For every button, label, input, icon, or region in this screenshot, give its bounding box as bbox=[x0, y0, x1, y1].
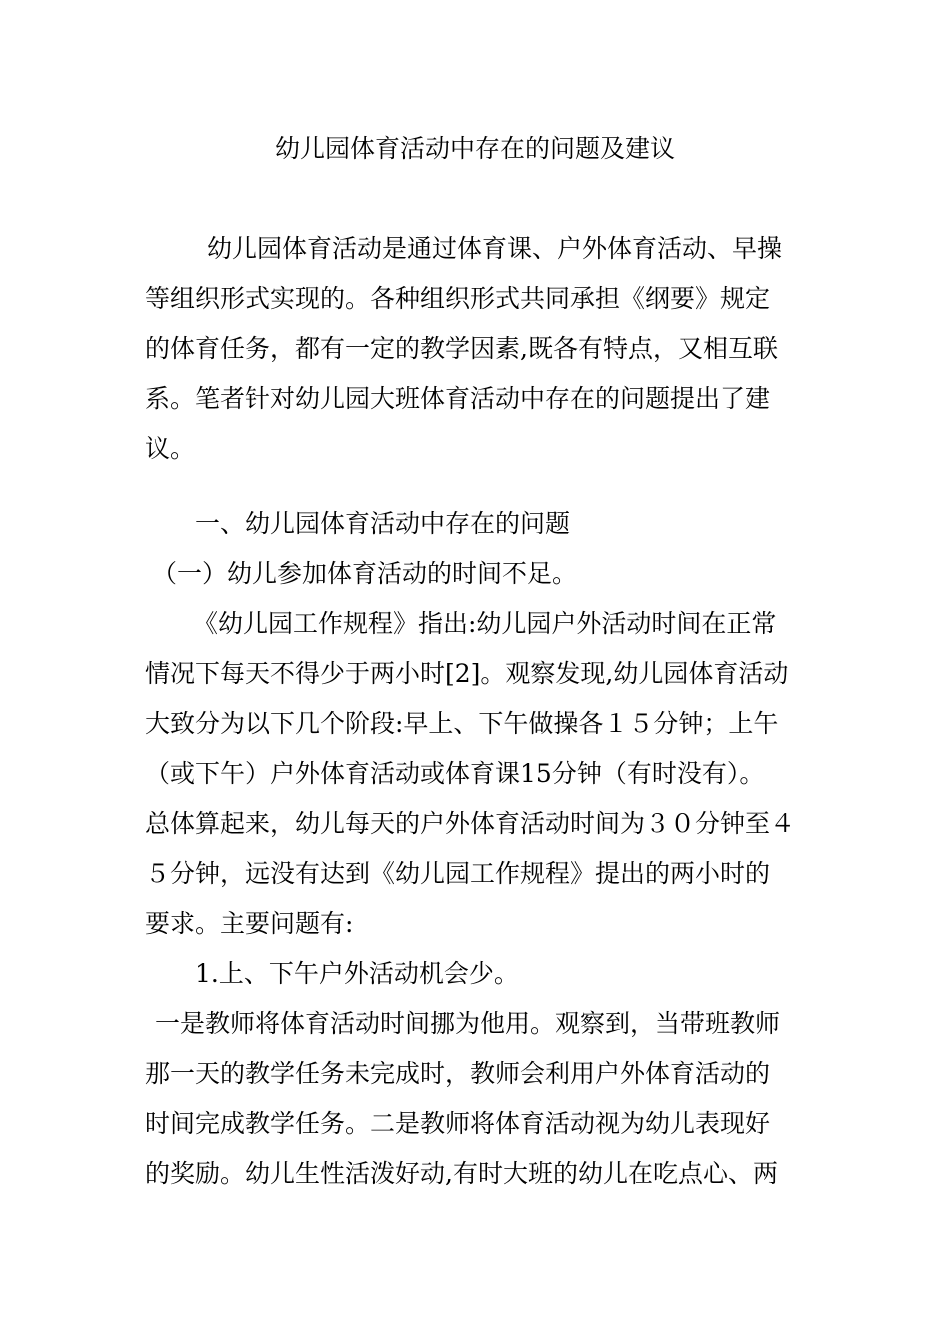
paragraph-line: 的奖励。幼儿生性活泼好动,有时大班的幼儿在吃点心、两 bbox=[145, 1159, 778, 1188]
paragraph-line: （或下午）户外体育活动或体育课15分钟（有时没有）。 bbox=[145, 759, 765, 788]
paragraph-line: 大致分为以下几个阶段:早上、下午做操各１５分钟；上午 bbox=[145, 709, 779, 738]
subsection-heading: （一）幼儿参加体育活动的时间不足。 bbox=[152, 559, 578, 588]
paragraph-line: 系。笔者针对幼儿园大班体育活动中存在的问题提出了建 bbox=[145, 384, 771, 413]
paragraph-line: 那一天的教学任务未完成时，教师会利用户外体育活动的 bbox=[145, 1059, 771, 1088]
paragraph-line: ５分钟，远没有达到《幼儿园工作规程》提出的两小时的 bbox=[145, 859, 771, 888]
paragraph-line: 《幼儿园工作规程》指出:幼儿园户外活动时间在正常 bbox=[193, 609, 777, 638]
paragraph-line: 要求。主要问题有: bbox=[145, 909, 354, 938]
section-heading: 一、幼儿园体育活动中存在的问题 bbox=[195, 509, 571, 538]
document-title: 幼儿园体育活动中存在的问题及建议 bbox=[274, 134, 675, 163]
list-item-heading: 1.上、下午户外活动机会少。 bbox=[195, 959, 519, 988]
paragraph-line: 的体育任务，都有一定的教学因素,既各有特点，又相互联 bbox=[145, 334, 778, 363]
paragraph-line: 幼儿园体育活动是通过体育课、户外体育活动、早操 bbox=[207, 234, 783, 263]
paragraph-line: 时间完成教学任务。二是教师将体育活动视为幼儿表现好 bbox=[145, 1109, 771, 1138]
paragraph-line: 情况下每天不得少于两小时[2]。观察发现,幼儿园体育活动 bbox=[145, 659, 789, 688]
paragraph-line: 等组织形式实现的。各种组织形式共同承担《纲要》规定 bbox=[145, 284, 771, 313]
paragraph-line: 议。 bbox=[145, 434, 196, 463]
paragraph-line: 总体算起来，幼儿每天的户外体育活动时间为３０分钟至４ bbox=[145, 809, 796, 838]
paragraph-line: 一是教师将体育活动时间挪为他用。观察到，当带班教师 bbox=[155, 1009, 781, 1038]
